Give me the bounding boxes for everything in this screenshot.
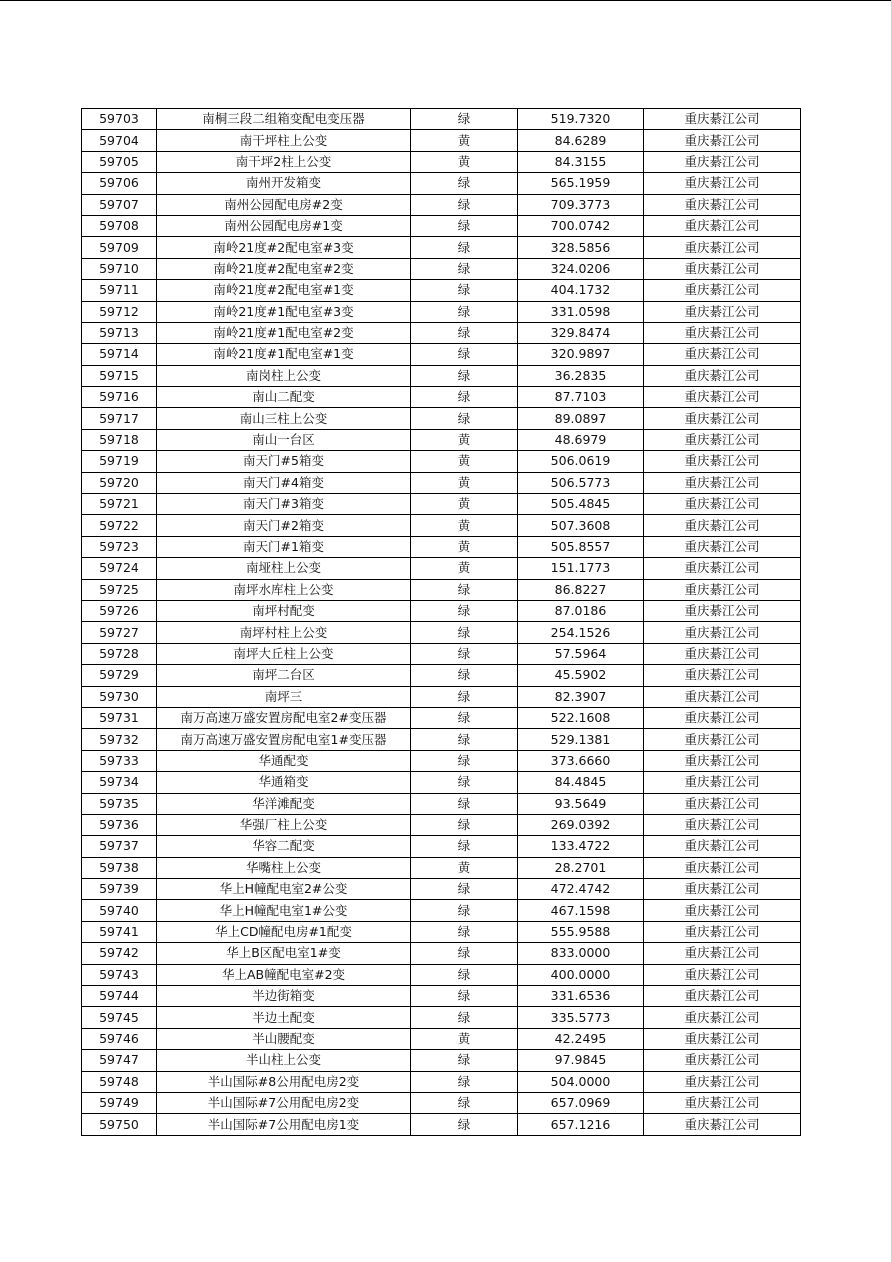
transformer-name-cell: 南州开发箱变: [157, 173, 411, 194]
transformer-name-cell: 南岭21度#1配电室#1变: [157, 344, 411, 365]
table-row: [82, 237, 801, 258]
row-id-cell: 59716: [82, 387, 157, 408]
value-cell: 89.0897: [518, 408, 644, 429]
table-row: [82, 643, 801, 664]
status-cell: 绿: [411, 729, 518, 750]
company-cell: 重庆綦江公司: [644, 900, 801, 921]
status-cell: 黄: [411, 472, 518, 493]
value-cell: 87.0186: [518, 600, 644, 621]
row-id-cell: 59747: [82, 1050, 157, 1071]
table-row: [82, 515, 801, 536]
row-id-cell: 59737: [82, 836, 157, 857]
company-cell: 重庆綦江公司: [644, 387, 801, 408]
transformer-name-cell: 南天门#2箱变: [157, 515, 411, 536]
transformer-name-cell: 半山柱上公变: [157, 1050, 411, 1071]
value-cell: 505.4845: [518, 494, 644, 515]
row-id-cell: 59709: [82, 237, 157, 258]
row-id-cell: 59703: [82, 109, 157, 130]
status-cell: 绿: [411, 1050, 518, 1071]
value-cell: 472.4742: [518, 879, 644, 900]
transformer-name-cell: 南坪三: [157, 686, 411, 707]
table-row: [82, 729, 801, 750]
table-row: [82, 494, 801, 515]
value-cell: 84.4845: [518, 772, 644, 793]
value-cell: 93.5649: [518, 793, 644, 814]
table-row: [82, 408, 801, 429]
value-cell: 28.2701: [518, 857, 644, 878]
row-id-cell: 59720: [82, 472, 157, 493]
transformer-name-cell: 南桐三段二组箱变配电变压器: [157, 109, 411, 130]
row-id-cell: 59744: [82, 986, 157, 1007]
status-cell: 黄: [411, 151, 518, 172]
table-row: [82, 173, 801, 194]
table-row: [82, 344, 801, 365]
company-cell: 重庆綦江公司: [644, 536, 801, 557]
table-row: [82, 258, 801, 279]
status-cell: 绿: [411, 173, 518, 194]
table-row: [82, 986, 801, 1007]
table-row: [82, 707, 801, 728]
row-id-cell: 59706: [82, 173, 157, 194]
page-top-rule: [0, 0, 892, 1]
row-id-cell: 59708: [82, 215, 157, 236]
company-cell: 重庆綦江公司: [644, 194, 801, 215]
status-cell: 绿: [411, 836, 518, 857]
table-row: [82, 665, 801, 686]
table-row: [82, 451, 801, 472]
row-id-cell: 59721: [82, 494, 157, 515]
status-cell: 黄: [411, 494, 518, 515]
table-row: [82, 1092, 801, 1113]
value-cell: 84.6289: [518, 130, 644, 151]
transformer-name-cell: 华上H幢配电室2#公变: [157, 879, 411, 900]
transformer-name-cell: 华洋滩配变: [157, 793, 411, 814]
table-row: [82, 900, 801, 921]
transformer-name-cell: 华上H幢配电室1#公变: [157, 900, 411, 921]
company-cell: 重庆綦江公司: [644, 237, 801, 258]
status-cell: 绿: [411, 921, 518, 942]
transformer-name-cell: 半山腰配变: [157, 1028, 411, 1049]
transformer-name-cell: 南坪大丘柱上公变: [157, 643, 411, 664]
value-cell: 151.1773: [518, 558, 644, 579]
company-cell: 重庆綦江公司: [644, 1114, 801, 1135]
company-cell: 重庆綦江公司: [644, 258, 801, 279]
company-cell: 重庆綦江公司: [644, 665, 801, 686]
transformer-name-cell: 半山国际#7公用配电房2变: [157, 1092, 411, 1113]
table-row: [82, 622, 801, 643]
company-cell: 重庆綦江公司: [644, 322, 801, 343]
table-row: [82, 215, 801, 236]
value-cell: 504.0000: [518, 1071, 644, 1092]
value-cell: 709.3773: [518, 194, 644, 215]
transformer-name-cell: 南岭21度#1配电室#3变: [157, 301, 411, 322]
transformer-name-cell: 南天门#3箱变: [157, 494, 411, 515]
status-cell: 黄: [411, 429, 518, 450]
company-cell: 重庆綦江公司: [644, 729, 801, 750]
company-cell: 重庆綦江公司: [644, 429, 801, 450]
status-cell: 绿: [411, 986, 518, 1007]
company-cell: 重庆綦江公司: [644, 1050, 801, 1071]
status-cell: 绿: [411, 772, 518, 793]
status-cell: 绿: [411, 1007, 518, 1028]
row-id-cell: 59714: [82, 344, 157, 365]
row-id-cell: 59711: [82, 280, 157, 301]
table-row: [82, 857, 801, 878]
transformer-name-cell: 南坪村柱上公变: [157, 622, 411, 643]
value-cell: 507.3608: [518, 515, 644, 536]
status-cell: 绿: [411, 365, 518, 386]
table-row: [82, 1071, 801, 1092]
row-id-cell: 59735: [82, 793, 157, 814]
company-cell: 重庆綦江公司: [644, 814, 801, 835]
company-cell: 重庆綦江公司: [644, 1028, 801, 1049]
value-cell: 565.1959: [518, 173, 644, 194]
table-row: [82, 429, 801, 450]
table-row: [82, 1028, 801, 1049]
transformer-name-cell: 南岭21度#2配电室#1变: [157, 280, 411, 301]
company-cell: 重庆綦江公司: [644, 301, 801, 322]
value-cell: 328.5856: [518, 237, 644, 258]
company-cell: 重庆綦江公司: [644, 1071, 801, 1092]
row-id-cell: 59723: [82, 536, 157, 557]
transformer-name-cell: 南坪水库柱上公变: [157, 579, 411, 600]
transformer-name-cell: 南天门#1箱变: [157, 536, 411, 557]
status-cell: 绿: [411, 600, 518, 621]
value-cell: 48.6979: [518, 429, 644, 450]
value-cell: 529.1381: [518, 729, 644, 750]
company-cell: 重庆綦江公司: [644, 472, 801, 493]
table-row: [82, 579, 801, 600]
value-cell: 254.1526: [518, 622, 644, 643]
transformer-name-cell: 南干坪柱上公变: [157, 130, 411, 151]
transformer-name-cell: 华上CD幢配电房#1配变: [157, 921, 411, 942]
table-row: [82, 387, 801, 408]
table-body: [82, 109, 801, 1136]
value-cell: 522.1608: [518, 707, 644, 728]
status-cell: 绿: [411, 579, 518, 600]
table-row: [82, 109, 801, 130]
company-cell: 重庆綦江公司: [644, 451, 801, 472]
value-cell: 373.6660: [518, 750, 644, 771]
value-cell: 133.4722: [518, 836, 644, 857]
company-cell: 重庆綦江公司: [644, 986, 801, 1007]
status-cell: 绿: [411, 258, 518, 279]
row-id-cell: 59742: [82, 943, 157, 964]
row-id-cell: 59745: [82, 1007, 157, 1028]
row-id-cell: 59730: [82, 686, 157, 707]
row-id-cell: 59732: [82, 729, 157, 750]
row-id-cell: 59750: [82, 1114, 157, 1135]
transformer-name-cell: 华通箱变: [157, 772, 411, 793]
table-row: [82, 793, 801, 814]
transformer-name-cell: 南岭21度#1配电室#2变: [157, 322, 411, 343]
row-id-cell: 59718: [82, 429, 157, 450]
row-id-cell: 59712: [82, 301, 157, 322]
value-cell: 506.0619: [518, 451, 644, 472]
table-row: [82, 1007, 801, 1028]
status-cell: 绿: [411, 1071, 518, 1092]
transformer-name-cell: 华嘴柱上公变: [157, 857, 411, 878]
status-cell: 黄: [411, 515, 518, 536]
company-cell: 重庆綦江公司: [644, 793, 801, 814]
table-row: [82, 1114, 801, 1135]
transformer-name-cell: 南万高速万盛安置房配电室1#变压器: [157, 729, 411, 750]
transformer-name-cell: 南坪二台区: [157, 665, 411, 686]
row-id-cell: 59725: [82, 579, 157, 600]
company-cell: 重庆綦江公司: [644, 836, 801, 857]
value-cell: 331.6536: [518, 986, 644, 1007]
transformer-name-cell: 半边街箱变: [157, 986, 411, 1007]
company-cell: 重庆綦江公司: [644, 879, 801, 900]
company-cell: 重庆綦江公司: [644, 600, 801, 621]
value-cell: 87.7103: [518, 387, 644, 408]
transformer-name-cell: 华强厂柱上公变: [157, 814, 411, 835]
row-id-cell: 59704: [82, 130, 157, 151]
row-id-cell: 59734: [82, 772, 157, 793]
company-cell: 重庆綦江公司: [644, 943, 801, 964]
row-id-cell: 59707: [82, 194, 157, 215]
transformer-name-cell: 华上B区配电室1#变: [157, 943, 411, 964]
status-cell: 黄: [411, 451, 518, 472]
transformer-name-cell: 半山国际#8公用配电房2变: [157, 1071, 411, 1092]
transformer-name-cell: 南万高速万盛安置房配电室2#变压器: [157, 707, 411, 728]
status-cell: 绿: [411, 964, 518, 985]
status-cell: 绿: [411, 194, 518, 215]
table-row: [82, 280, 801, 301]
row-id-cell: 59738: [82, 857, 157, 878]
status-cell: 绿: [411, 301, 518, 322]
company-cell: 重庆綦江公司: [644, 643, 801, 664]
row-id-cell: 59741: [82, 921, 157, 942]
value-cell: 404.1732: [518, 280, 644, 301]
table-row: [82, 814, 801, 835]
value-cell: 467.1598: [518, 900, 644, 921]
status-cell: 绿: [411, 1114, 518, 1135]
company-cell: 重庆綦江公司: [644, 1007, 801, 1028]
value-cell: 657.1216: [518, 1114, 644, 1135]
value-cell: 700.0742: [518, 215, 644, 236]
value-cell: 97.9845: [518, 1050, 644, 1071]
status-cell: 绿: [411, 215, 518, 236]
status-cell: 绿: [411, 280, 518, 301]
table-row: [82, 365, 801, 386]
value-cell: 84.3155: [518, 151, 644, 172]
status-cell: 黄: [411, 1028, 518, 1049]
transformer-name-cell: 南岗柱上公变: [157, 365, 411, 386]
row-id-cell: 59724: [82, 558, 157, 579]
row-id-cell: 59729: [82, 665, 157, 686]
transformer-name-cell: 南州公园配电房#2变: [157, 194, 411, 215]
row-id-cell: 59739: [82, 879, 157, 900]
value-cell: 320.9897: [518, 344, 644, 365]
transformer-name-cell: 南山三柱上公变: [157, 408, 411, 429]
table-row: [82, 151, 801, 172]
table-row: [82, 836, 801, 857]
row-id-cell: 59713: [82, 322, 157, 343]
status-cell: 绿: [411, 879, 518, 900]
transformer-name-cell: 南干坪2柱上公变: [157, 151, 411, 172]
transformer-name-cell: 南天门#5箱变: [157, 451, 411, 472]
row-id-cell: 59719: [82, 451, 157, 472]
status-cell: 绿: [411, 686, 518, 707]
status-cell: 绿: [411, 109, 518, 130]
company-cell: 重庆綦江公司: [644, 109, 801, 130]
transformer-name-cell: 南州公园配电房#1变: [157, 215, 411, 236]
table-row: [82, 772, 801, 793]
status-cell: 绿: [411, 1092, 518, 1113]
company-cell: 重庆綦江公司: [644, 1092, 801, 1113]
table-row: [82, 686, 801, 707]
value-cell: 269.0392: [518, 814, 644, 835]
company-cell: 重庆綦江公司: [644, 344, 801, 365]
status-cell: 黄: [411, 857, 518, 878]
status-cell: 绿: [411, 943, 518, 964]
transformer-name-cell: 南垭柱上公变: [157, 558, 411, 579]
table-row: [82, 194, 801, 215]
value-cell: 519.7320: [518, 109, 644, 130]
transformer-name-cell: 华上AB幢配电室#2变: [157, 964, 411, 985]
table-row: [82, 536, 801, 557]
status-cell: 绿: [411, 814, 518, 835]
value-cell: 400.0000: [518, 964, 644, 985]
transformer-name-cell: 半边土配变: [157, 1007, 411, 1028]
row-id-cell: 59715: [82, 365, 157, 386]
company-cell: 重庆綦江公司: [644, 750, 801, 771]
status-cell: 黄: [411, 130, 518, 151]
table-row: [82, 600, 801, 621]
transformer-name-cell: 南岭21度#2配电室#2变: [157, 258, 411, 279]
value-cell: 331.0598: [518, 301, 644, 322]
value-cell: 36.2835: [518, 365, 644, 386]
company-cell: 重庆綦江公司: [644, 215, 801, 236]
row-id-cell: 59740: [82, 900, 157, 921]
value-cell: 82.3907: [518, 686, 644, 707]
status-cell: 绿: [411, 622, 518, 643]
transformer-name-cell: 南山二配变: [157, 387, 411, 408]
status-cell: 绿: [411, 707, 518, 728]
transformer-name-cell: 南坪村配变: [157, 600, 411, 621]
row-id-cell: 59722: [82, 515, 157, 536]
table-row: [82, 943, 801, 964]
table-row: [82, 558, 801, 579]
status-cell: 绿: [411, 643, 518, 664]
company-cell: 重庆綦江公司: [644, 173, 801, 194]
company-cell: 重庆綦江公司: [644, 772, 801, 793]
value-cell: 57.5964: [518, 643, 644, 664]
company-cell: 重庆綦江公司: [644, 280, 801, 301]
row-id-cell: 59731: [82, 707, 157, 728]
value-cell: 324.0206: [518, 258, 644, 279]
transformer-name-cell: 华容二配变: [157, 836, 411, 857]
row-id-cell: 59748: [82, 1071, 157, 1092]
table-row: [82, 921, 801, 942]
table-row: [82, 130, 801, 151]
table-row: [82, 879, 801, 900]
transformer-name-cell: 华通配变: [157, 750, 411, 771]
table-row: [82, 750, 801, 771]
company-cell: 重庆綦江公司: [644, 622, 801, 643]
row-id-cell: 59733: [82, 750, 157, 771]
value-cell: 45.5902: [518, 665, 644, 686]
table-row: [82, 472, 801, 493]
status-cell: 黄: [411, 536, 518, 557]
status-cell: 绿: [411, 408, 518, 429]
row-id-cell: 59749: [82, 1092, 157, 1113]
row-id-cell: 59727: [82, 622, 157, 643]
table-row: [82, 964, 801, 985]
value-cell: 555.9588: [518, 921, 644, 942]
company-cell: 重庆綦江公司: [644, 686, 801, 707]
value-cell: 657.0969: [518, 1092, 644, 1113]
company-cell: 重庆綦江公司: [644, 151, 801, 172]
row-id-cell: 59710: [82, 258, 157, 279]
value-cell: 335.5773: [518, 1007, 644, 1028]
value-cell: 506.5773: [518, 472, 644, 493]
company-cell: 重庆綦江公司: [644, 494, 801, 515]
transformer-data-table: [81, 108, 801, 1136]
transformer-name-cell: 半山国际#7公用配电房1变: [157, 1114, 411, 1135]
company-cell: 重庆綦江公司: [644, 130, 801, 151]
status-cell: 绿: [411, 387, 518, 408]
company-cell: 重庆綦江公司: [644, 579, 801, 600]
row-id-cell: 59728: [82, 643, 157, 664]
status-cell: 绿: [411, 793, 518, 814]
row-id-cell: 59717: [82, 408, 157, 429]
company-cell: 重庆綦江公司: [644, 408, 801, 429]
value-cell: 86.8227: [518, 579, 644, 600]
transformer-name-cell: 南天门#4箱变: [157, 472, 411, 493]
status-cell: 绿: [411, 900, 518, 921]
row-id-cell: 59705: [82, 151, 157, 172]
status-cell: 绿: [411, 665, 518, 686]
company-cell: 重庆綦江公司: [644, 707, 801, 728]
table-row: [82, 301, 801, 322]
table-row: [82, 322, 801, 343]
company-cell: 重庆綦江公司: [644, 964, 801, 985]
status-cell: 黄: [411, 558, 518, 579]
value-cell: 505.8557: [518, 536, 644, 557]
row-id-cell: 59746: [82, 1028, 157, 1049]
company-cell: 重庆綦江公司: [644, 558, 801, 579]
status-cell: 绿: [411, 750, 518, 771]
company-cell: 重庆綦江公司: [644, 921, 801, 942]
row-id-cell: 59743: [82, 964, 157, 985]
transformer-name-cell: 南岭21度#2配电室#3变: [157, 237, 411, 258]
value-cell: 329.8474: [518, 322, 644, 343]
table-row: [82, 1050, 801, 1071]
company-cell: 重庆綦江公司: [644, 365, 801, 386]
status-cell: 绿: [411, 322, 518, 343]
company-cell: 重庆綦江公司: [644, 857, 801, 878]
value-cell: 833.0000: [518, 943, 644, 964]
value-cell: 42.2495: [518, 1028, 644, 1049]
company-cell: 重庆綦江公司: [644, 515, 801, 536]
status-cell: 绿: [411, 344, 518, 365]
row-id-cell: 59726: [82, 600, 157, 621]
row-id-cell: 59736: [82, 814, 157, 835]
status-cell: 绿: [411, 237, 518, 258]
transformer-name-cell: 南山一台区: [157, 429, 411, 450]
